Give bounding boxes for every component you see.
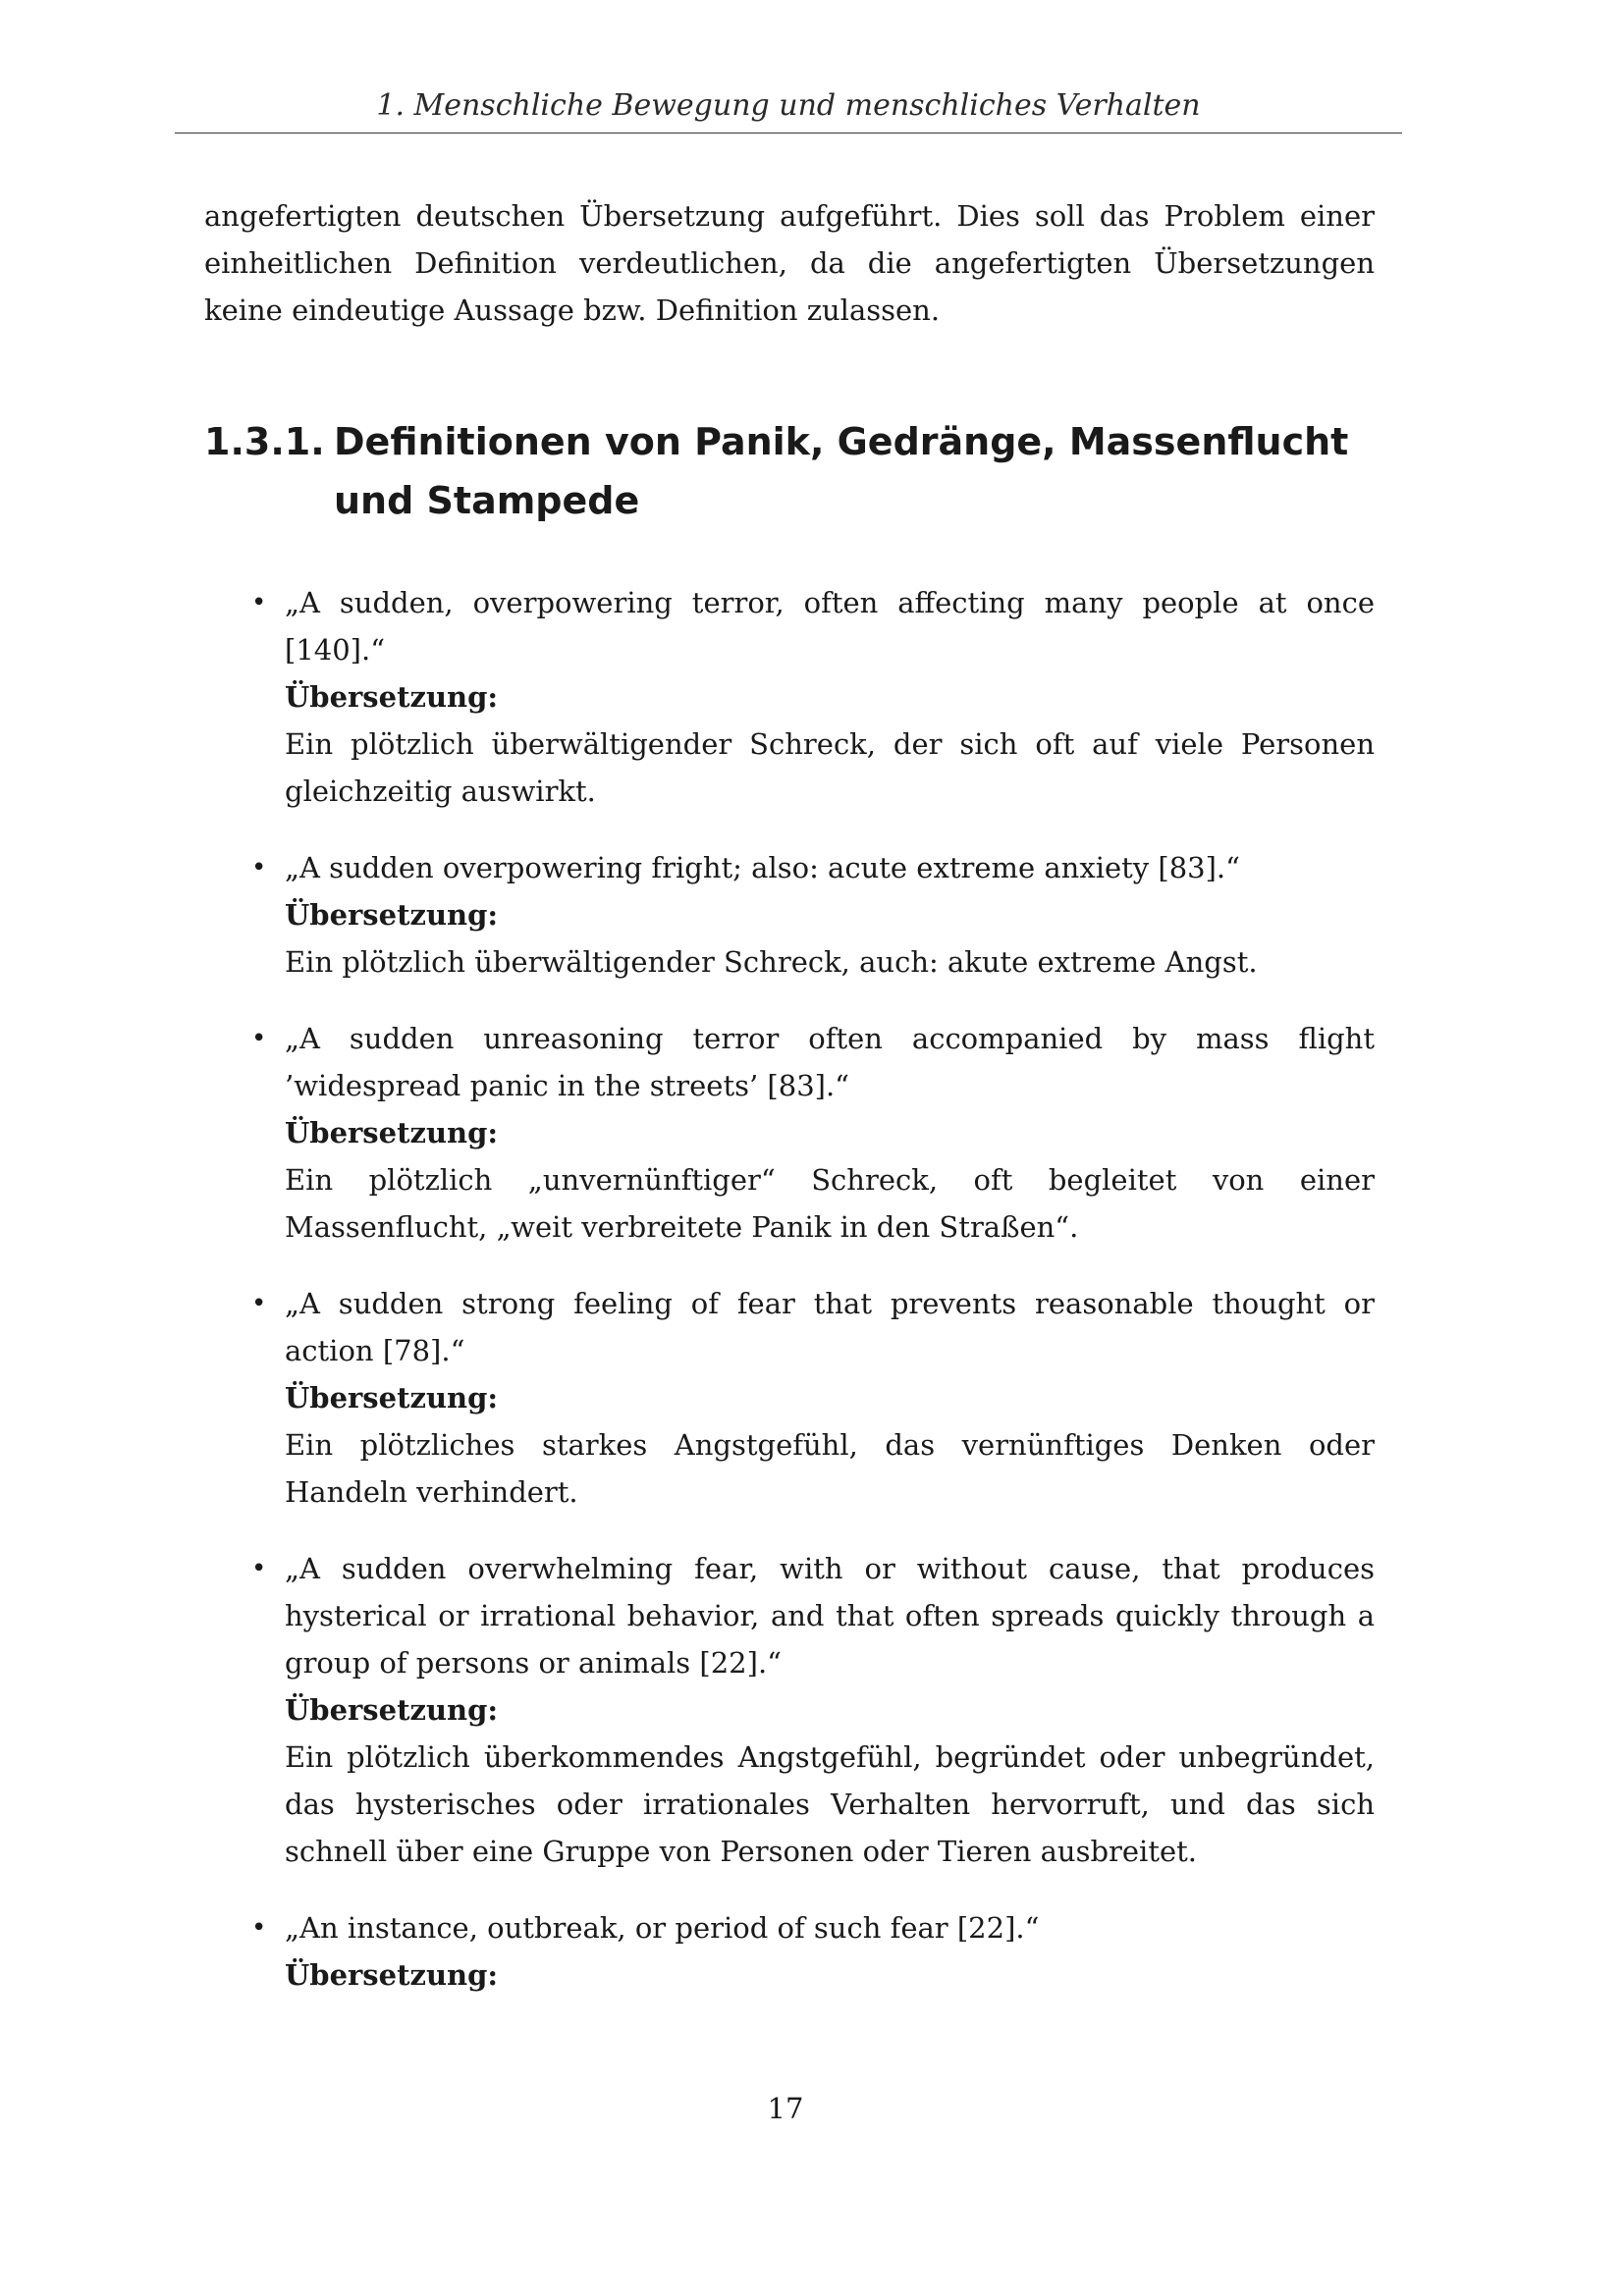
- bullet-icon: •: [251, 1289, 267, 1318]
- translation-label: Übersetzung:: [285, 1958, 499, 1992]
- definition-quote: „An instance, outbreak, or period of such fear [22].“: [285, 1911, 1040, 1945]
- list-item: [251, 1015, 1375, 1251]
- bullet-icon: •: [251, 1913, 267, 1943]
- section-title: Definitionen von Panik, Gedränge, Massenflucht und Stampede: [334, 420, 1349, 522]
- definition-quote: „A sudden overwhelming fear, with or without cause, that produces hysterical or irrational behavior, and that often spreads quickly through a group of persons or animals [22].“: [285, 1552, 1375, 1680]
- definition-quote: „A sudden unreasoning terror often accompanied by mass flight ’widespread panic in the streets’ [83].“: [285, 1022, 1375, 1102]
- list-item: [251, 844, 1375, 986]
- section-heading: [204, 412, 1382, 530]
- translation-label: Übersetzung:: [285, 898, 499, 932]
- running-header: 1. Menschliche Bewegung und menschliches Verhalten: [376, 88, 1201, 123]
- list-item: [251, 1280, 1375, 1516]
- intro-paragraph: angefertigten deutschen Übersetzung aufgeführt. Dies soll das Problem einer einheitlichen Definition verdeutlichen, da die angefertigten Übersetzungen keine eindeutige Aussage bzw. Definition zulassen.: [204, 199, 1375, 327]
- translation-label: Übersetzung:: [285, 1381, 499, 1415]
- bullet-icon: •: [251, 1554, 267, 1583]
- definition-translation: Ein plötzlich „unvernünftiger“ Schreck, oft begleitet von einer Massenflucht, „weit verbreitete Panik in den Straßen“.: [285, 1163, 1375, 1244]
- definition-translation: Ein plötzliches starkes Angstgefühl, das vernünftiges Denken oder Handeln verhindert.: [285, 1428, 1375, 1509]
- bullet-icon: •: [251, 1024, 267, 1053]
- section-number: 1.3.1.: [204, 420, 325, 463]
- translation-label: Übersetzung:: [285, 1116, 499, 1149]
- definition-quote: „A sudden, overpowering terror, often affecting many people at once [140].“: [285, 586, 1375, 667]
- list-item: [251, 1545, 1375, 1875]
- definition-translation: Ein plötzlich überwältigender Schreck, der sich oft auf viele Personen gleichzeitig auswirkt.: [285, 727, 1375, 808]
- page-number: 17: [767, 2092, 804, 2125]
- definition-translation: Ein plötzlich überwältigender Schreck, auch: akute extreme Angst.: [285, 945, 1258, 979]
- definition-quote: „A sudden strong feeling of fear that prevents reasonable thought or action [78].“: [285, 1287, 1375, 1367]
- bullet-icon: •: [251, 588, 267, 617]
- definition-translation: Ein plötzlich überkommendes Angstgefühl, begründet oder unbegründet, das hysterisches oder irrationales Verhalten hervorruft, und das sich schnell über eine Gruppe von Personen oder Tieren ausbreitet.: [285, 1740, 1375, 1868]
- definition-quote: „A sudden overpowering fright; also: acute extreme anxiety [83].“: [285, 851, 1240, 884]
- list-item: [251, 579, 1375, 815]
- translation-label: Übersetzung:: [285, 1693, 499, 1727]
- translation-label: Übersetzung:: [285, 680, 499, 714]
- bullet-icon: •: [251, 853, 267, 882]
- list-item: [251, 1904, 1375, 1999]
- definition-list: [251, 579, 1375, 2028]
